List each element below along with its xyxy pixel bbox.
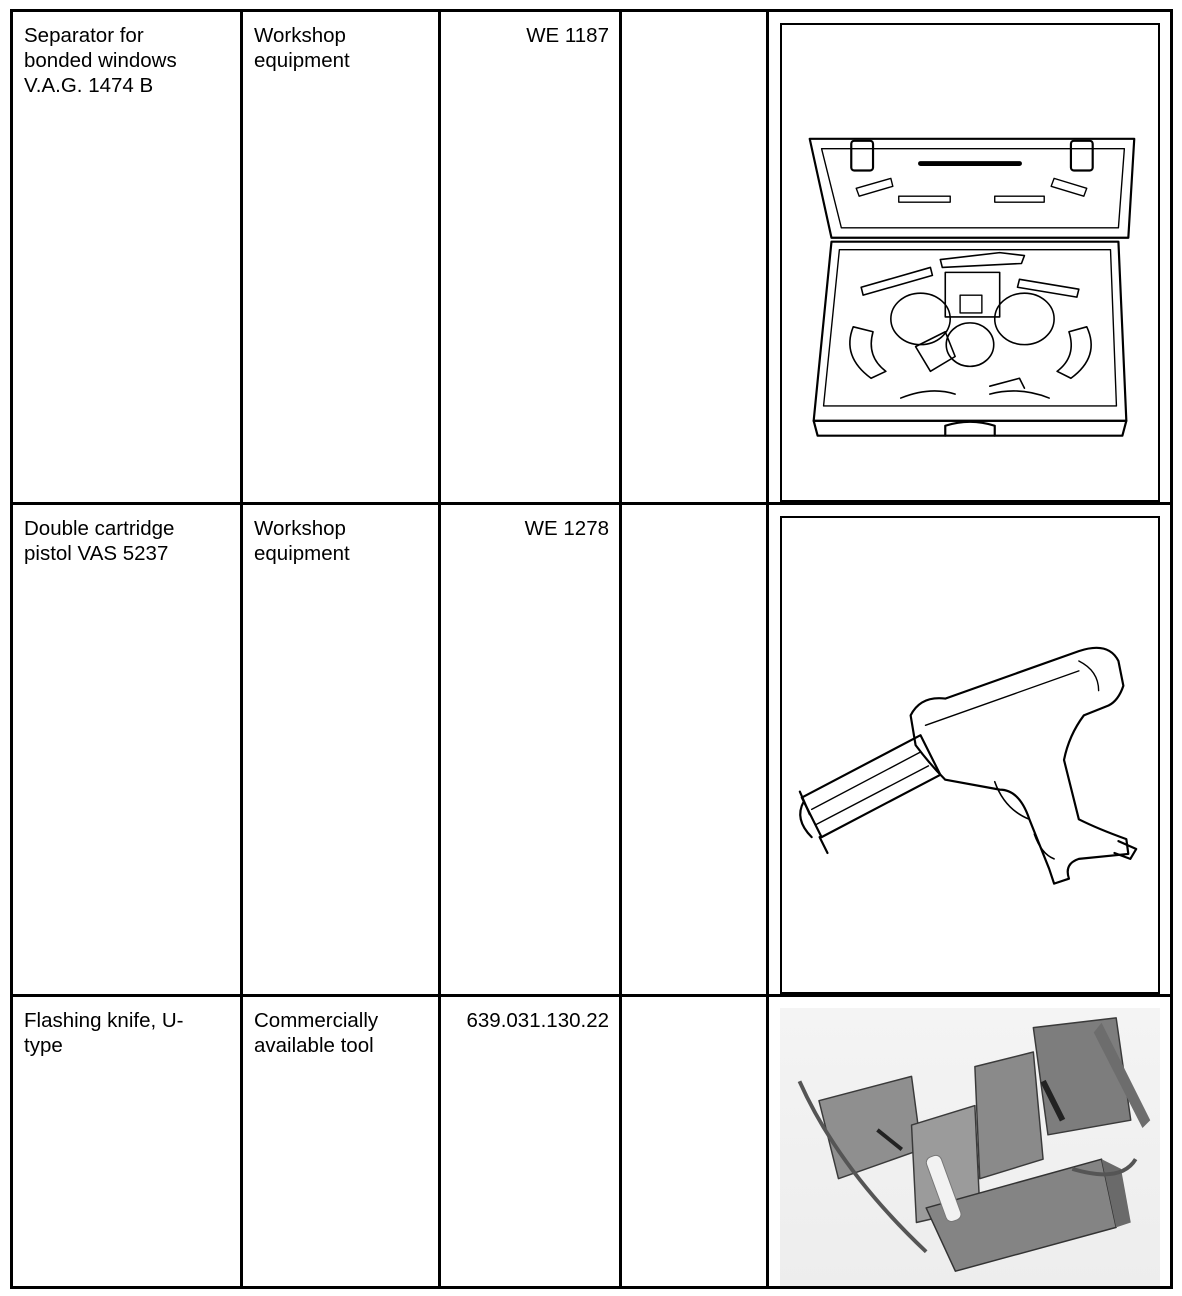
illustration-frame [780, 1008, 1160, 1286]
part-number-cell [440, 996, 621, 1288]
part-number-cell [440, 504, 621, 996]
part-number-text: 639.031.130.22 [466, 1009, 609, 1032]
tools-table [10, 9, 1173, 1289]
illustration-frame [780, 516, 1160, 994]
table-row [12, 11, 1172, 504]
designation-cell [12, 504, 242, 996]
category-cell [242, 504, 440, 996]
table-row [12, 504, 1172, 996]
empty-cell [621, 996, 768, 1288]
part-number-text: WE 1187 [526, 24, 609, 47]
designation-cell [12, 11, 242, 504]
toolbox-icon [780, 1008, 1160, 1286]
part-number-text: WE 1278 [524, 517, 609, 540]
part-number-cell [440, 11, 621, 504]
category-cell [242, 11, 440, 504]
illustration-cell [768, 504, 1172, 996]
tool-case-icon [782, 25, 1158, 500]
illustration-cell [768, 996, 1172, 1288]
designation-text: Separator for bonded windows V.A.G. 1474 B [24, 24, 177, 97]
empty-cell [621, 11, 768, 504]
category-text: Workshop equipment [254, 24, 350, 72]
designation-text: Double cartridge pistol VAS 5237 [24, 517, 175, 565]
illustration-cell [768, 11, 1172, 504]
category-text: Commercially available tool [254, 1009, 379, 1057]
category-cell [242, 996, 440, 1288]
illustration-frame [780, 23, 1160, 502]
category-text: Workshop equipment [254, 517, 350, 565]
cartridge-pistol-icon [782, 518, 1158, 992]
designation-cell [12, 996, 242, 1288]
table-row [12, 996, 1172, 1288]
empty-cell [621, 504, 768, 996]
designation-text: Flashing knife, U- type [24, 1009, 184, 1057]
